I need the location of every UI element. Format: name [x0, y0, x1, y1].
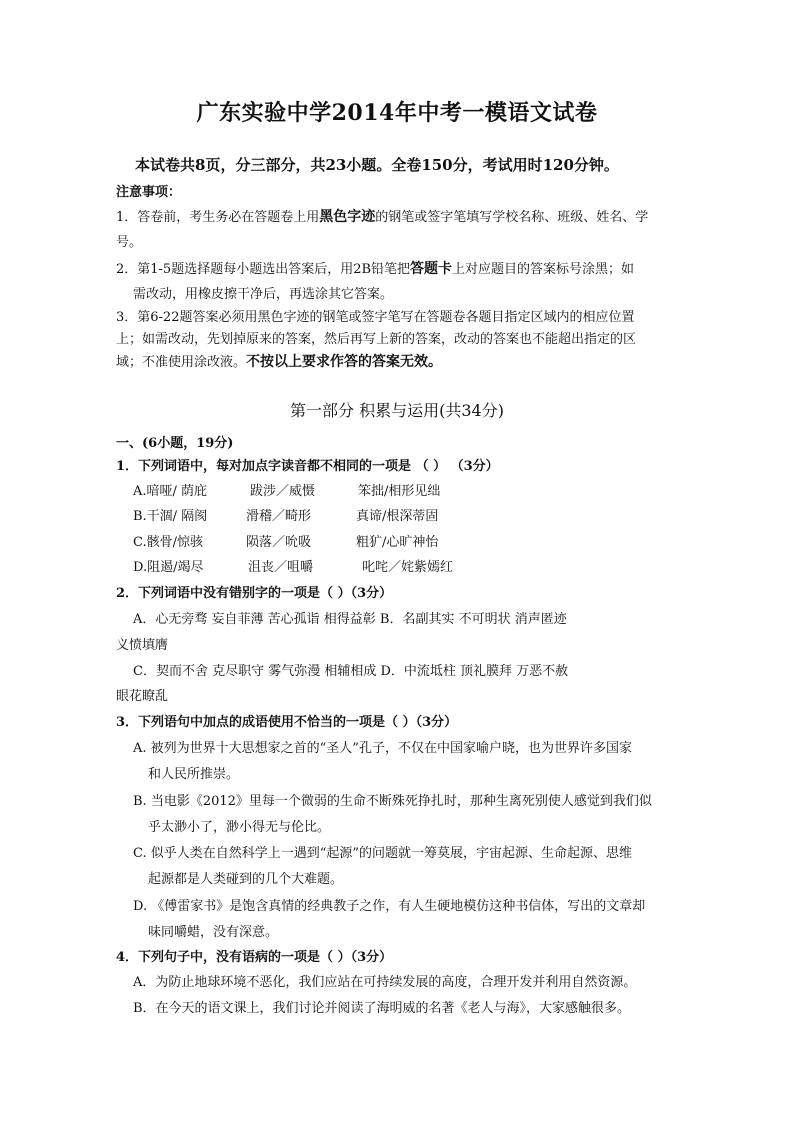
question-3-stem: 3．下列语句中加点的成语使用不恰当的一项是（ ）（3分）: [116, 715, 458, 730]
q3-option-d-cont: 味同嚼蜡，没有深意。: [148, 925, 279, 940]
notice-text: 的钢笔或签字笔填写学校名称、班级、姓名、学: [375, 210, 649, 225]
section-title: 第一部分 积累与运用(共34分): [290, 401, 504, 420]
notice-text: 2．第1-5题选择题每小题选出答案后，用2B铅笔把: [116, 262, 411, 277]
q2-options-cd: C．契而不舍 克尽职守 雾气弥漫 相辅相成 D．中流坻柱 顶礼膜拜 万恶不赦: [133, 664, 569, 679]
q3-option-b: B. 当电影《2012》里每一个微弱的生命不断殊死挣扎时，那种生离死别使人感觉到我们似: [133, 794, 652, 809]
notice-emphasis: 答题卡: [410, 261, 453, 277]
notice-item-3-cont: 上；如需改动，先划掉原来的答案，然后再写上新的答案，改动的答案也不能超出指定的区: [116, 332, 637, 347]
notice-text: 上对应题目的答案标号涂黑；如: [452, 262, 635, 277]
notice-heading: 注意事项：: [116, 185, 182, 200]
q3-option-a-cont: 和人民所推崇。: [148, 767, 240, 782]
notice-item-1: [116, 210, 648, 224]
q4-option-b: B．在今天的语文课上，我们讨论并阅读了海明威的名著《老人与海》，大家感触很多。: [133, 1001, 631, 1016]
notice-item-2-cont: 需改动，用橡皮擦干净后，再选涂其它答案。: [133, 287, 394, 302]
notice-item-1-cont: 号。: [116, 235, 143, 250]
notice-text: 域；不准使用涂改液。: [116, 355, 247, 370]
exam-intro: 本试卷共8页，分三部分，共23小题。全卷150分，考试用时120分钟。: [135, 156, 619, 174]
q1-option-d-2: 沮丧／咀嚼: [248, 560, 314, 575]
notice-item-3: 3．第6-22题答案必须用黑色字迹的钢笔或签字笔写在答题卷各题目指定区域内的相应位置: [116, 310, 635, 325]
q3-option-c: C. 似乎人类在自然科学上一遇到“起源”的问题就一筹莫展，宇宙起源、生命起源、思维: [133, 846, 633, 861]
notice-item-3-end: [116, 355, 442, 369]
q1-option-a-1: A.喑哑/ 荫庇: [133, 484, 208, 499]
question-group-heading: 一、(6小题，19分): [116, 436, 234, 451]
q1-option-d-3: 叱咤／姹紫嫣红: [362, 560, 454, 575]
q1-option-a-3: 笨拙/相形见绌: [358, 484, 441, 499]
q4-option-a: A．为防止地球环境不恶化，我们应站在可持续发展的高度，合理开发并利用自然资源。: [133, 975, 637, 990]
q1-option-c-2: 陨落／吮吸: [246, 535, 312, 550]
notice-text: 1．答卷前，考生务必在答题卷上用: [116, 210, 320, 225]
q2-options-ab-cont: 义愤填膺: [116, 638, 169, 653]
q2-options-cd-cont: 眼花瞭乱: [116, 689, 169, 704]
q1-option-a-2: 跋涉／威慑: [250, 484, 316, 499]
q1-option-c-3: 粗犷/心旷神怡: [356, 535, 439, 550]
q1-option-d-1: D.阻遏/竭尽: [133, 560, 204, 575]
q1-option-b-1: B.干涸/ 隔阂: [133, 509, 208, 524]
question-4-stem: 4．下列句子中，没有语病的一项是（ ）（3分）: [116, 950, 393, 965]
q3-option-d: D. 《傅雷家书》是饱含真情的经典教子之作，有人生硬地模仿这种书信体，写出的文章却: [133, 899, 646, 914]
q3-option-b-cont: 乎太渺小了，渺小得无与伦比。: [148, 820, 331, 835]
question-1-stem: 1．下列词语中，每对加点字读音都不相同的一项是 （ ） （3分）: [116, 459, 499, 474]
q1-option-b-3: 真谛/根深蒂固: [356, 509, 439, 524]
q3-option-c-cont: 起源都是人类碰到的几个大难题。: [148, 872, 344, 887]
q1-option-c-1: C.骸骨/惊骇: [133, 535, 203, 550]
q3-option-a: A. 被列为世界十大思想家之首的“圣人”孔子，不仅在中国家喻户晓，也为世界许多国家: [133, 741, 632, 756]
notice-item-2: [116, 262, 634, 276]
notice-emphasis: 黑色字迹: [319, 209, 376, 225]
question-2-stem: 2．下列词语中没有错别字的一项是（ ）（3分）: [116, 586, 393, 601]
q1-option-b-2: 滑稽／畸形: [246, 509, 312, 524]
page-title: 广东实验中学2014年中考一模语文试卷: [196, 100, 598, 126]
q2-options-ab: A．心无旁骛 妄自菲薄 苦心孤诣 相得益彰 B．名副其实 不可明状 消声匿迹: [133, 612, 567, 627]
notice-emphasis: 不按以上要求作答的答案无效。: [246, 354, 443, 370]
